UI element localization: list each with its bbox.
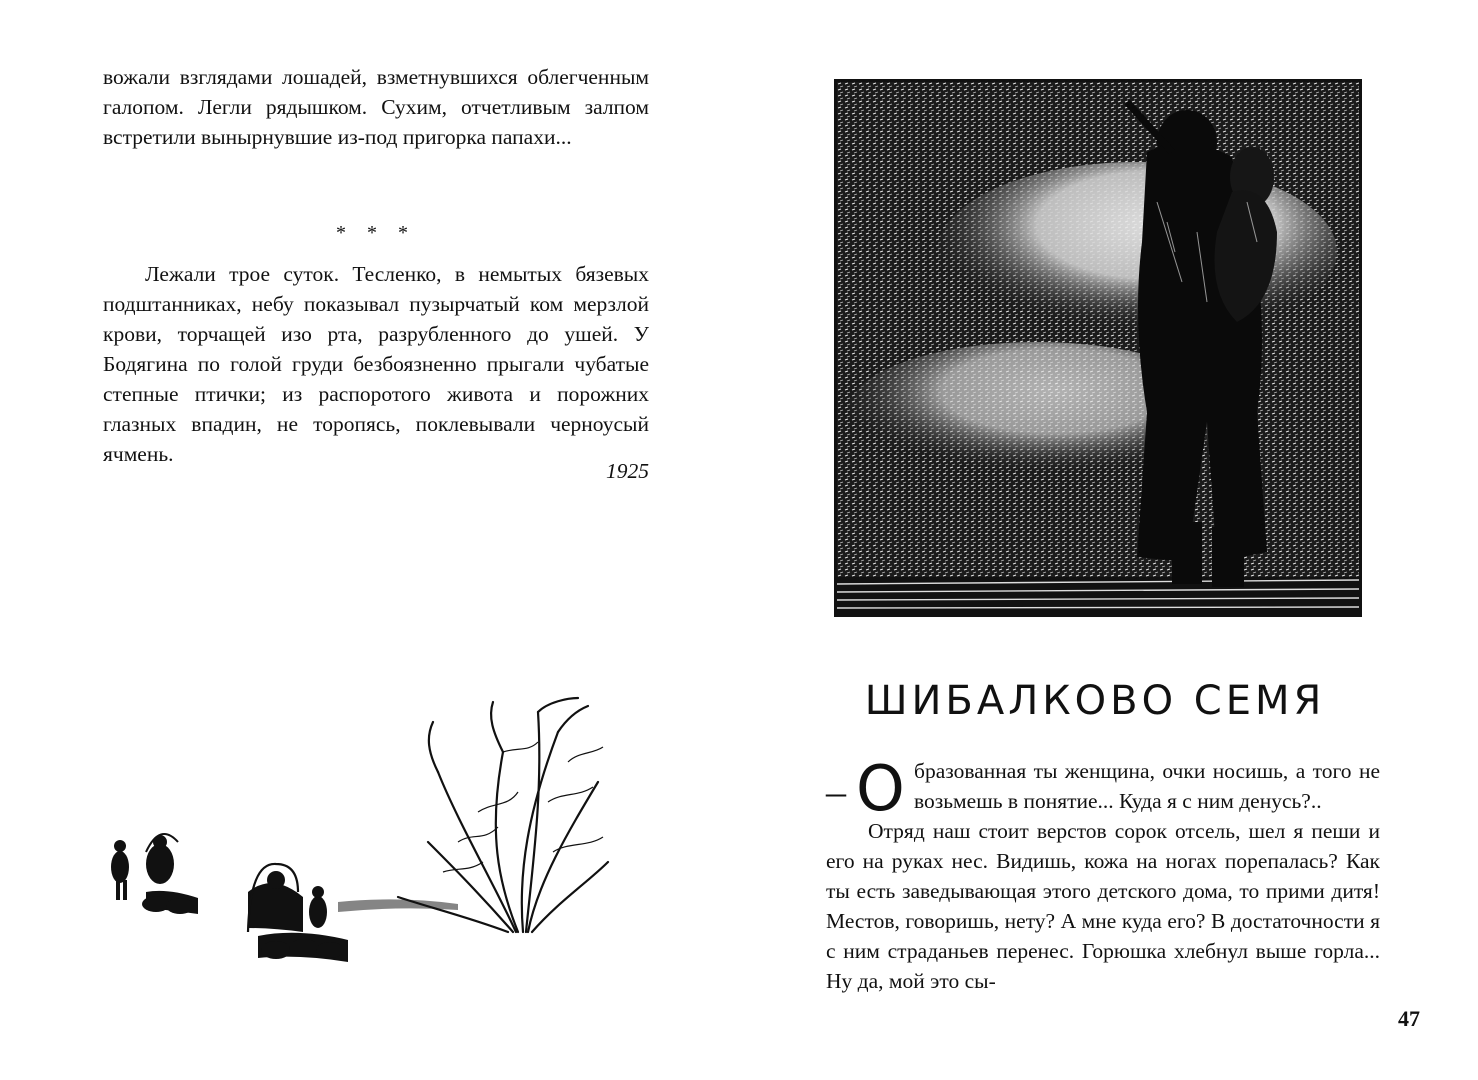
left-paragraph-2: [103, 259, 649, 469]
right-paragraph-1: [826, 756, 1380, 816]
dialogue-dash: –: [826, 769, 846, 814]
woodcut-illustration: [834, 79, 1362, 617]
story-title: ШИБАЛКОВО СЕМЯ: [864, 678, 1326, 724]
steppe-sledge-illustration: [98, 692, 618, 978]
left-paragraph-1-text: вожали взглядами лошадей, взметнувшихся облегченным галопом. Легли рядышком. Сухим, отчетливым залпом встретили вынырнувшие из-под пригорка папахи...: [103, 65, 649, 149]
drop-cap-letter: О: [856, 752, 905, 825]
page-number: 47: [1398, 1006, 1420, 1031]
soldier-with-child-engraving: [837, 82, 1359, 614]
left-paragraph-2-text: Лежали трое суток. Тесленко, в немытых бязевых подштанниках, небу показывал пузырчатый ком мерзлой крови, торчащей изо рта, разрубленного до ушей. У Бодягина по голой груди безбоязненно прыгали чубатые степные птички; из распоротого живота и порожних глазных впадин, не торопясь, поклевывали черноусый ячмень.: [103, 262, 649, 466]
right-paragraph-2: Отряд наш стоит верстов сорок отсель, шел я пеши и его на руках нес. Видишь, кожа на ногах порепалась? Как ты есть заведывающая этого детского дома, то прими дитя! Местов, говоришь, нету? А мне куда его? В достаточности я с ним страданьев перенес. Горюшка хлебнул выше горла... Ну да, мой это сы-: [826, 819, 1380, 993]
story-year: 1925: [606, 459, 649, 483]
left-paragraph-1: [103, 62, 649, 152]
section-separator: * * *: [336, 222, 416, 244]
right-paragraph-1-text: бразованная ты женщина, очки носишь, а того не возьмешь в понятие... Куда я с ним денусь?..: [914, 759, 1380, 813]
right-text-block: [826, 752, 1380, 996]
